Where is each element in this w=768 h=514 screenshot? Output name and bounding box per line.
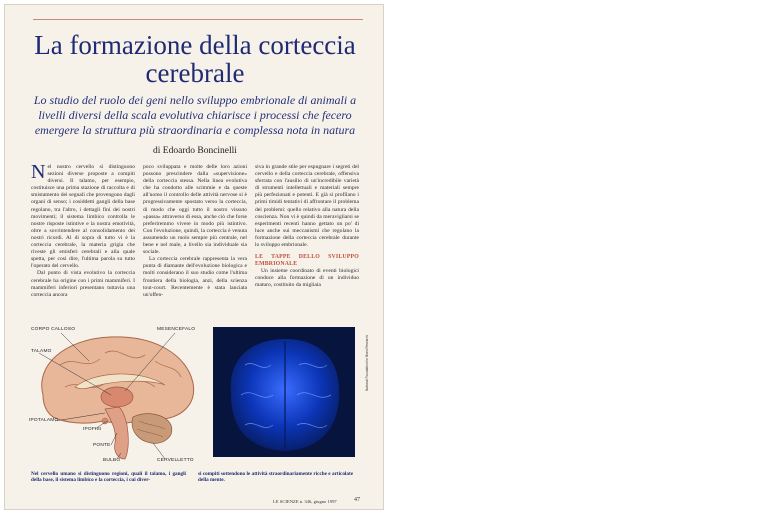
magazine-page (4, 4, 384, 510)
paragraph: Un insieme coordinato di eventi biologici conduce alla formazione di un individuo maturo, costituito da migliaia (255, 268, 359, 289)
text-column-2 (143, 164, 247, 299)
label-ipofisi: IPOFISI (83, 427, 102, 432)
paragraph: Dal punto di vista evolutivo la corteccia cerebrale ha origine con i primi mammiferi. I mammiferi inferiori presentano tuttavia una corteccia ancora (31, 270, 135, 298)
label-talamo: TALAMO (31, 349, 52, 354)
drop-cap: N (31, 161, 46, 183)
brain-sagittal-drawing (42, 337, 194, 459)
figure (5, 325, 384, 465)
figure-caption-right: si compiti sottendono le attività straordinariamente ricche e articolate della mente. (198, 471, 353, 484)
text-column-3 (255, 164, 359, 289)
label-ipotalamo: IPOTALAMO (29, 418, 59, 423)
text-column-1 (31, 161, 135, 299)
article-lede: Lo studio del ruolo dei geni nello sviluppo embrionale di animali a livelli diversi della scala evolutiva chiarisce i processi che fecero emergere la struttura più straordinaria e complessa nota in natura (33, 93, 357, 138)
top-rule (33, 19, 363, 20)
figure-caption-left: Nel cervello umano si distinguono regioni, quali il talamo, i gangli della base, il sistema limbico e la corteccia, i cui diver- (31, 471, 186, 484)
label-bulbo: BULBO (103, 458, 121, 463)
paragraph: el nostro cervello si distinguono sezioni diverse proposte a compiti diversi. Il talamo, per esempio, costituisce una prima stazione di raccolta e di smistamento dei segnali che provengono dagli organi di senso; i cosiddetti gangli della base regolano, tra l'altro, i dettagli fini dei nostri movimenti; il sistema limbico controlla le nostre risposte istintive e la nostra emotività, oltre a sovrintendere al consolidamento dei nostri ricordi. Al di sopra di tutto vi è la corteccia cerebrale, la materia grigia che riveste gli emisferi cerebrali e alla quale spetta, per così dire, l'ultima parola su tutto l'operato del cervello. (31, 164, 135, 270)
label-cervelletto: CERVELLETTO (157, 458, 194, 463)
label-ponte: PONTE (93, 443, 111, 448)
paragraph: siva in grande stile per espugnare i segreti del cervello e della corteccia cerebrale, offensiva sferrata con l'ausilio di un'incredibile varietà di strumenti intellettuali e materiali sempre più perfezionati e potenti. E già si profilano i primi timidi tentativi di affrontare il problema dei problemi: quello relativo alla natura della coscienza. Non vi è quindi da meravigliarsi se esperimenti recenti hanno gettato un po' di luce anche sui meccanismi che regolano la formazione della corteccia cerebrale durante lo sviluppo embrionale. (255, 164, 359, 249)
paragraph: poco sviluppata e molte delle loro azioni possono prescindere dalla «supervisione» della corteccia stessa. Nella linea evolutiva che ha condotto alle scimmie e da queste all'uomo il controllo delle attività nervose si è progressivamente spostato verso la corteccia, di modo che oggi tutto il nostro vissuto «passa» attraverso di essa, anche ciò che forse preferiremmo vivere in modo più istintivo. Con l'evoluzione, quindi, la corteccia è venuta assumendo un ruolo sempre più centrale, nel bene e nel male, a livello sia individuale sia sociale. (143, 164, 247, 256)
paragraph: La corteccia cerebrale rappresenta la vera punta di diamante dell'evoluzione biologica e molti considerano il suo studio come l'ultima frontiera della biologia, anzi, della scienza tout-court. Recentemente è stata lanciata un'offen- (143, 256, 247, 298)
brain-scan-image (213, 327, 355, 457)
issue-footer: LE SCIENZE n. 346, giugno 1997 (273, 499, 337, 504)
label-mesencefalo: MESENCEFALO (157, 327, 196, 332)
section-subhead: LE TAPPE DELLO SVILUPPO EMBRIONALE (255, 254, 359, 268)
page-number: 47 (354, 497, 360, 503)
article-title: La formazione della corteccia cerebrale (34, 30, 356, 88)
brain-illustration (5, 325, 384, 465)
byline: di Edoardo Boncinelli (153, 146, 237, 156)
image-credit: National Foundation for Brain Research (365, 335, 369, 391)
label-corpo-calloso: CORPO CALLOSO (31, 327, 76, 332)
